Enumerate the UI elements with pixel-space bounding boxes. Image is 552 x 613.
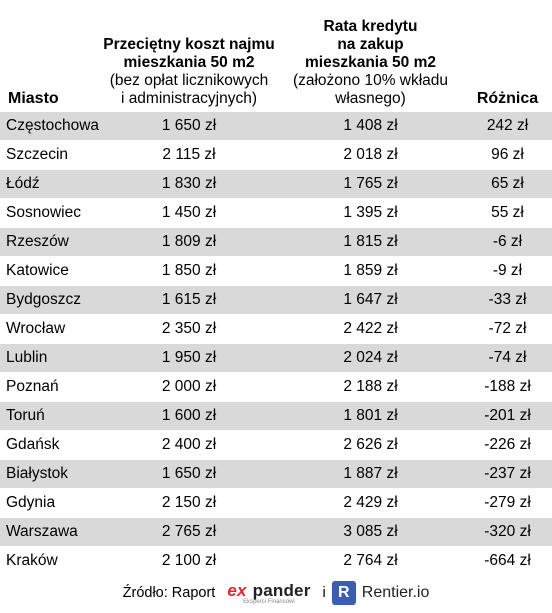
difference-cell: -72 zł <box>463 315 552 344</box>
table-body <box>0 112 552 576</box>
difference-cell: 96 zł <box>463 141 552 170</box>
table-row <box>0 431 552 460</box>
rent-cell: 1 450 zł <box>100 199 278 228</box>
city-cell: Częstochowa <box>0 112 100 141</box>
city-cell: Kraków <box>0 547 100 576</box>
rentier-logo-icon: R <box>332 581 356 605</box>
loan-cell: 3 085 zł <box>278 518 463 547</box>
difference-cell: -188 zł <box>463 373 552 402</box>
table-row <box>0 460 552 489</box>
loan-cell: 1 859 zł <box>278 257 463 286</box>
difference-cell: 55 zł <box>463 199 552 228</box>
table-row <box>0 141 552 170</box>
difference-cell: -320 zł <box>463 518 552 547</box>
loan-cell: 1 395 zł <box>278 199 463 228</box>
difference-cell: -74 zł <box>463 344 552 373</box>
difference-cell: 242 zł <box>463 112 552 141</box>
rent-header-note-2: i administracyjnych) <box>120 90 258 107</box>
difference-cell: -226 zł <box>463 431 552 460</box>
conjunction: i <box>322 585 326 601</box>
loan-header-title-1: Rata kredytu <box>323 18 418 35</box>
loan-cell: 2 626 zł <box>278 431 463 460</box>
table-row <box>0 112 552 141</box>
difference-cell: -33 zł <box>463 286 552 315</box>
loan-cell: 2 018 zł <box>278 141 463 170</box>
rent-cell: 2 115 zł <box>100 141 278 170</box>
rent-cell: 1 809 zł <box>100 228 278 257</box>
loan-cell: 2 764 zł <box>278 547 463 576</box>
loan-header-note-2: własnego) <box>335 90 406 107</box>
rent-cell: 2 150 zł <box>100 489 278 518</box>
rent-cell: 1 950 zł <box>100 344 278 373</box>
table-row <box>0 547 552 576</box>
difference-column-header: Różnica <box>476 90 539 107</box>
loan-cell: 1 647 zł <box>278 286 463 315</box>
rentier-logo-text: Rentier.io <box>361 584 430 601</box>
loan-column-header <box>278 0 463 112</box>
loan-cell: 1 765 zł <box>278 170 463 199</box>
difference-cell: -237 zł <box>463 460 552 489</box>
table-row <box>0 315 552 344</box>
rent-cell: 1 830 zł <box>100 170 278 199</box>
difference-cell: -201 zł <box>463 402 552 431</box>
city-cell: Warszawa <box>0 518 100 547</box>
rent-column-header <box>100 0 278 112</box>
loan-cell: 1 408 zł <box>278 112 463 141</box>
loan-cell: 1 815 zł <box>278 228 463 257</box>
city-cell: Wrocław <box>0 315 100 344</box>
table-row <box>0 344 552 373</box>
table-row <box>0 489 552 518</box>
city-cell: Sosnowiec <box>0 199 100 228</box>
loan-header-title-2: na zakup <box>337 36 404 53</box>
city-cell: Białystok <box>0 460 100 489</box>
city-cell: Gdańsk <box>0 431 100 460</box>
rent-cell: 2 100 zł <box>100 547 278 576</box>
city-column-header: Miasto <box>8 90 59 107</box>
table-header-row <box>0 0 552 112</box>
table-row <box>0 373 552 402</box>
rent-cell: 1 615 zł <box>100 286 278 315</box>
loan-cell: 2 024 zł <box>278 344 463 373</box>
rent-cell: 1 600 zł <box>100 402 278 431</box>
loan-header-title-3: mieszkania 50 m2 <box>305 54 436 71</box>
loan-cell: 1 887 zł <box>278 460 463 489</box>
source-label: Źródło: Raport <box>122 585 216 601</box>
city-cell: Bydgoszcz <box>0 286 100 315</box>
city-cell: Poznań <box>0 373 100 402</box>
rent-header-note-1: (bez opłat licznikowych <box>109 72 269 89</box>
table-row <box>0 402 552 431</box>
expander-tagline: Eksperci Finansowi <box>243 598 295 605</box>
difference-cell: 65 zł <box>463 170 552 199</box>
city-cell: Lublin <box>0 344 100 373</box>
difference-cell: -664 zł <box>463 547 552 576</box>
rent-cell: 2 350 zł <box>100 315 278 344</box>
table-row <box>0 518 552 547</box>
loan-header-note-1: (założono 10% wkładu <box>292 72 449 89</box>
city-cell: Gdynia <box>0 489 100 518</box>
rent-cell: 1 650 zł <box>100 460 278 489</box>
city-cell: Toruń <box>0 402 100 431</box>
table-row <box>0 228 552 257</box>
city-cell: Katowice <box>0 257 100 286</box>
loan-cell: 2 188 zł <box>278 373 463 402</box>
loan-cell: 2 422 zł <box>278 315 463 344</box>
rent-header-title-1: Przeciętny koszt najmu <box>103 36 275 53</box>
rent-cell: 2 400 zł <box>100 431 278 460</box>
rent-header-title-2: mieszkania 50 m2 <box>123 54 255 71</box>
table-row <box>0 199 552 228</box>
source-footer <box>0 573 552 613</box>
table-row <box>0 170 552 199</box>
loan-cell: 1 801 zł <box>278 402 463 431</box>
rent-cell: 2 000 zł <box>100 373 278 402</box>
table-row <box>0 286 552 315</box>
loan-cell: 2 429 zł <box>278 489 463 518</box>
city-cell: Szczecin <box>0 141 100 170</box>
city-cell: Łódź <box>0 170 100 199</box>
difference-cell: -279 zł <box>463 489 552 518</box>
table-row <box>0 257 552 286</box>
rent-cell: 1 850 zł <box>100 257 278 286</box>
rent-cell: 1 650 zł <box>100 112 278 141</box>
rent-cell: 2 765 zł <box>100 518 278 547</box>
difference-cell: -9 zł <box>463 257 552 286</box>
city-cell: Rzeszów <box>0 228 100 257</box>
expander-logo: ex pander Eksperci Finansowi <box>227 580 311 605</box>
difference-cell: -6 zł <box>463 228 552 257</box>
